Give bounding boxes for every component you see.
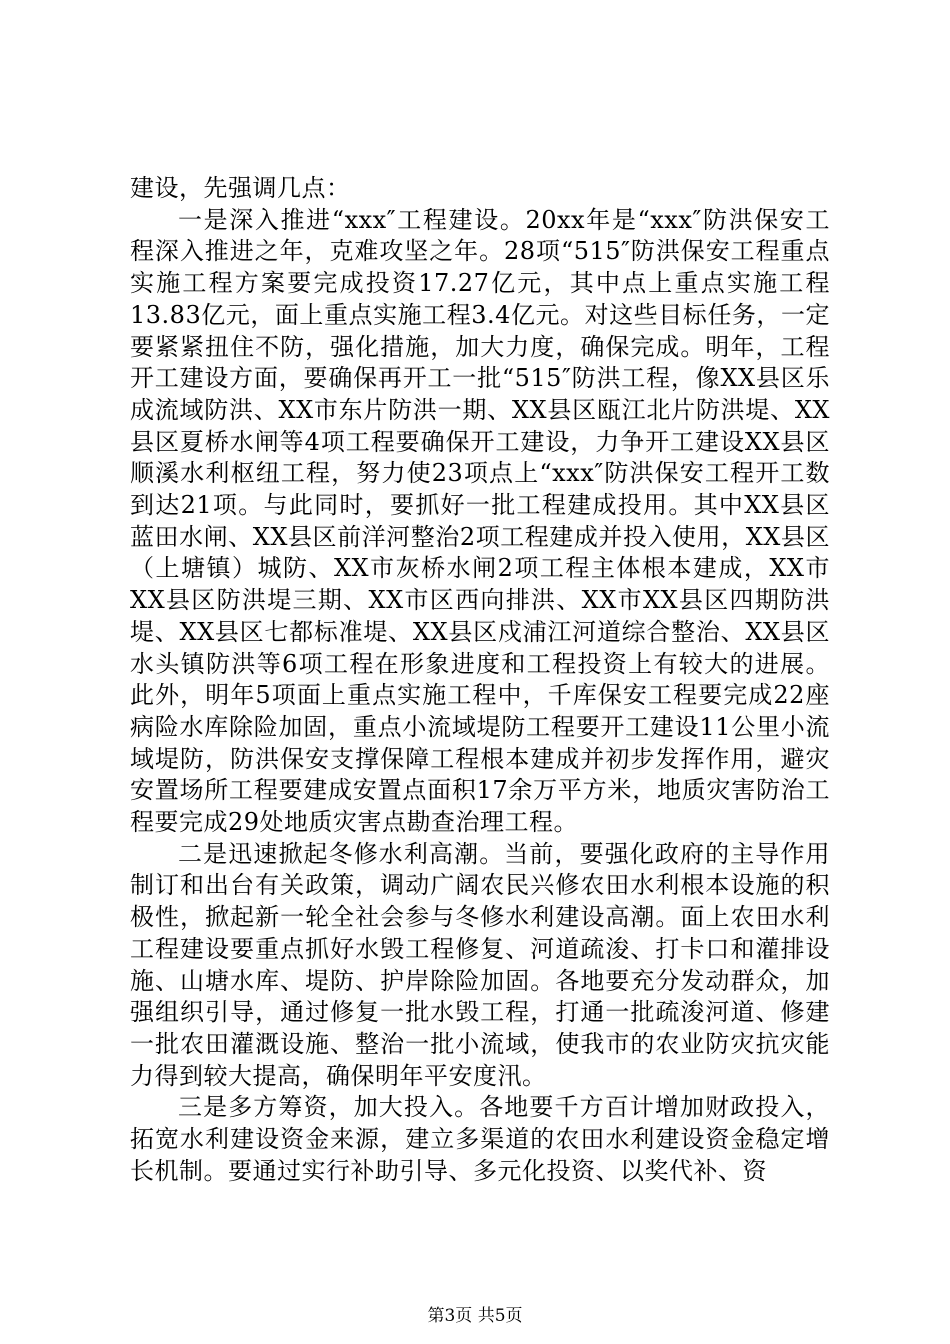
- page-number-footer: 第3页 共5页: [427, 1306, 523, 1326]
- paragraph-3: 二是迅速掀起冬修水利高潮。当前，要强化政府的主导作用制订和出台有关政策，调动广阔农民兴修农田水利根本设施的积极性，掀起新一轮全社会参与冬修水利建设高潮。面上农田水利工程建设要重点抓好水毁工程修复、河道疏浚、打卡口和灌排设施、山塘水库、堤防、护岸除险加固。各地要充分发动群众，加强组织引导，通过修复一批水毁工程，打通一批疏浚河道、修建一批农田灌溉设施、整治一批小流域，使我市的农业防灾抗灾能力得到较大提高，确保明年平安度汛。: [130, 839, 830, 1090]
- paragraph-1: 建设，先强调几点：: [130, 174, 351, 202]
- body-text: [130, 173, 830, 1188]
- paragraph-4: 三是多方筹资，加大投入。各地要千方百计增加财政投入，拓宽水利建设资金来源，建立多渠道的农田水利建设资金稳定增长机制。要通过实行补助引导、多元化投资、以奖代补、资: [130, 1093, 830, 1185]
- paragraph-2: 一是深入推进“xxx″工程建设。20xx年是“xxx″防洪保安工程深入推进之年，克难攻坚之年。28项“515″防洪保安工程重点实施工程方案要完成投资17.27亿元，其中点上重点实施工程13.83亿元，面上重点实施工程3.4亿元。对这些目标任务，一定要紧紧扭住不防，强化措施，加大力度，确保完成。明年，工程开工建设方面，要确保再开工一批“515″防洪工程，像XX县区乐成流域防洪、XX市东片防洪一期、XX县区瓯江北片防洪堤、XX县区夏桥水闸等4项工程要确保开工建设，力争开工建设XX县区顺溪水利枢纽工程，努力使23项点上“xxx″防洪保安工程开工数到达21项。与此同时，要抓好一批工程建成投用。其中XX县区蓝田水闸、XX县区前洋河整治2项工程建成并投入使用，XX县区（上塘镇）城防、XX市灰桥水闸2项工程主体根本建成，XX市XX县区防洪堤三期、XX市区西向排洪、XX市XX县区四期防洪堤、XX县区七都标准堤、XX县区戍浦江河道综合整治、XX县区水头镇防洪等6项工程在形象进度和工程投资上有较大的进展。此外，明年5项面上重点实施工程中，千库保安工程要完成22座病险水库除险加固，重点小流域堤防工程要开工建设11公里小流域堤防，防洪保安支撑保障工程根本建成并初步发挥作用，避灾安置场所工程要建成安置点面积17余万平方米，地质灾害防治工程要完成29处地质灾害点勘查治理工程。: [130, 205, 830, 837]
